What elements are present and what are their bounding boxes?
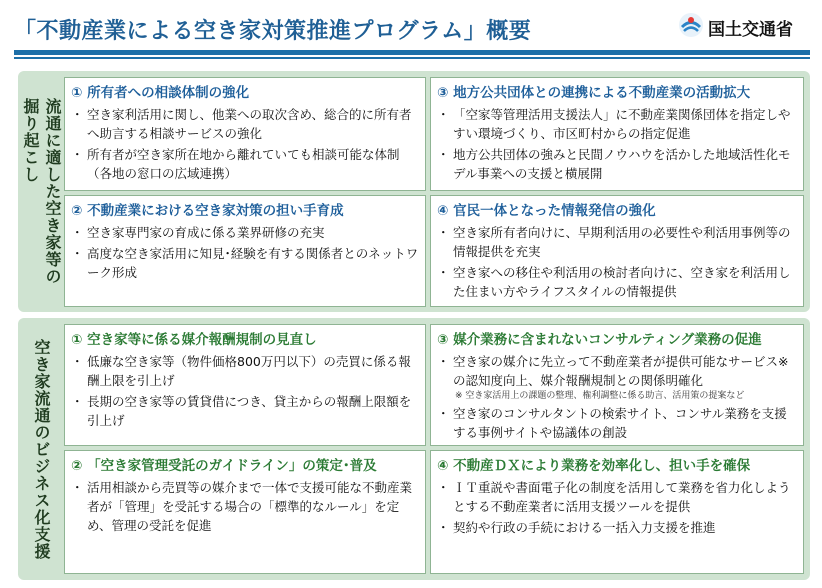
box-management-guideline bbox=[64, 450, 426, 574]
bullet-item: ・ 長期の空き家等の賃貸借につき、貸主からの報酬上限額を引上げ bbox=[73, 392, 419, 430]
ministry-name: 国土交通省 bbox=[708, 20, 793, 40]
box-title: ④ 官民一体となった情報発信の強化 bbox=[437, 203, 656, 219]
box-title: ① 所有者への相談体制の強化 bbox=[71, 85, 250, 101]
bullet-item: ・ 地方公共団体の強みと民間ノウハウを活かした地域活性化モデル事業への支援と横展開 bbox=[439, 145, 797, 183]
ministry-logo-icon bbox=[678, 12, 704, 38]
bullet-item: ・ 空き家のコンサルタントの検索サイト、コンサル業務を支援する事例サイトや協議体の創設 bbox=[439, 404, 797, 442]
box-owner-consultation bbox=[64, 77, 426, 191]
bullet-item: ・ 低廉な空き家等（物件価格800万円以下）の売買に係る報酬上限を引上げ bbox=[73, 352, 419, 390]
section-label: 流通に適した空き家等の 掘り起こし bbox=[21, 98, 62, 285]
bullet-item: ・ 空き家専門家の育成に係る業界研修の充実 bbox=[73, 223, 419, 242]
bullet-item: ・ 「空家等管理活用支援法人」に不動産業関係団体を指定しやすい環境づくり、市区町村からの指定促進 bbox=[439, 105, 797, 143]
bullet-item: ・ 空き家所有者向けに、早期利活用の必要性や利活用事例等の情報提供を充実 bbox=[439, 223, 797, 261]
box-real-estate-dx bbox=[430, 450, 804, 574]
section-business-support bbox=[18, 318, 810, 580]
bullet-item: ・ 活用相談から売買等の媒介まで一体で支援可能な不動産業者が「管理」を受託する場合の「標準的なルール」を定め、管理の受託を促進 bbox=[73, 478, 419, 535]
bullet-item: ・ ＩＴ重説や書面電子化の制度を活用して業務を省力化しようとする不動産業者に活用支援ツールを提供 bbox=[439, 478, 797, 516]
title-bar bbox=[0, 0, 822, 58]
box-information-dissemination bbox=[430, 195, 804, 307]
box-talent-development bbox=[64, 195, 426, 307]
section-label: 空き家流通のビジネス化支援 bbox=[32, 338, 51, 560]
box-title: ③ 地方公共団体との連携による不動産業の活動拡大 bbox=[437, 85, 751, 101]
box-title: ② 不動産業における空き家対策の担い手育成 bbox=[71, 203, 344, 219]
bullet-item: ・ 空き家への移住や利活用の検討者向けに、空き家を利活用した住まい方やライフスタイルの情報提供 bbox=[439, 263, 797, 301]
box-consulting-promotion bbox=[430, 324, 804, 446]
box-title: ④ 不動産ＤＸにより業務を効率化し、担い手を確保 bbox=[437, 458, 751, 474]
bullet-item: ・ 空き家利活用に関し、他業への取次含め、総合的に所有者へ助言する相談サービスの強化 bbox=[73, 105, 419, 143]
footnote: ※ 空き家活用上の課題の整理、権利調整に係る助言、活用策の提案など bbox=[455, 391, 745, 401]
box-title: ② 「空き家管理受託のガイドライン」の策定･普及 bbox=[71, 458, 377, 474]
box-title: ③ 媒介業務に含まれないコンサルティング業務の促進 bbox=[437, 332, 762, 348]
section-discovery bbox=[18, 71, 810, 312]
box-local-gov-collaboration bbox=[430, 77, 804, 191]
box-title: ① 空き家等に係る媒介報酬規制の見直し bbox=[71, 332, 317, 348]
bullet-item: ・ 契約や行政の手続における一括入力支援を推進 bbox=[439, 518, 797, 537]
title-rule-thick bbox=[14, 50, 810, 55]
bullet-item: ・ 高度な空き家活用に知見･経験を有する関係者とのネットワーク形成 bbox=[73, 244, 419, 282]
title-rule-thin bbox=[14, 57, 810, 59]
bullet-item: ・ 所有者が空き家所在地から離れていても相談可能な体制（各地の窓口の広域連携） bbox=[73, 145, 419, 183]
page-title: 「不動産業による空き家対策推進プログラム」概要 bbox=[14, 19, 532, 44]
box-brokerage-fee-review bbox=[64, 324, 426, 446]
bullet-item: ・ 空き家の媒介に先立って不動産業者が提供可能なサービス※の認知度向上、媒介報酬規制との関係明確化 bbox=[439, 352, 797, 390]
ministry-logo bbox=[678, 12, 818, 42]
